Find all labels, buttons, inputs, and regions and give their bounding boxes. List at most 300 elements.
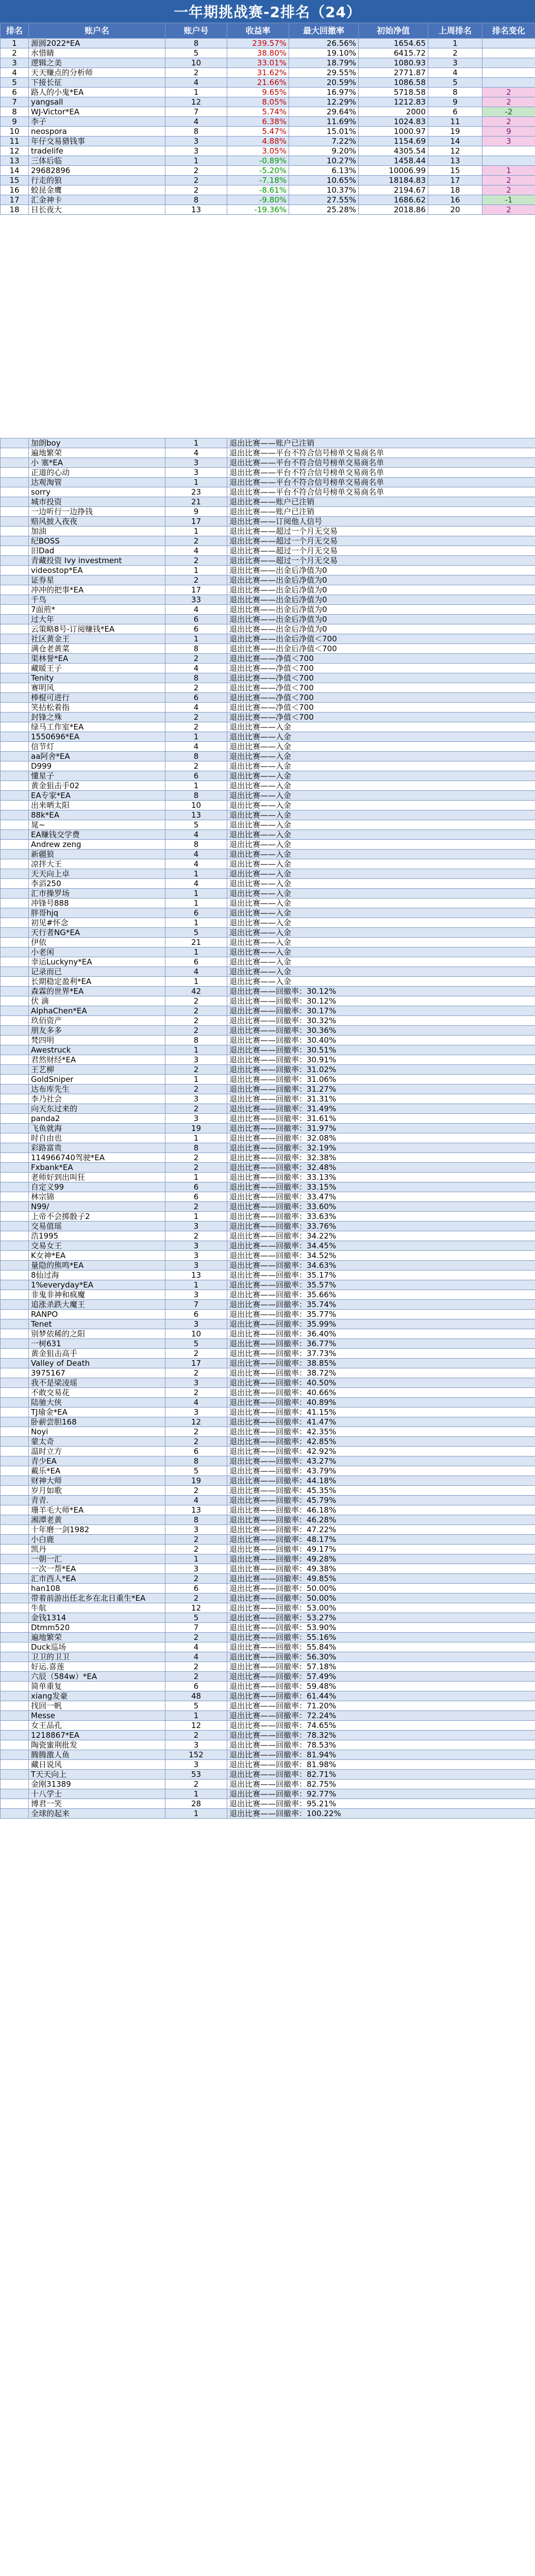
account-name-cell: 懂星子 (29, 771, 165, 781)
account-name-cell: 1218867*EA (29, 1731, 165, 1740)
exit-status-cell: 退出比赛——回撤率：61.44% (227, 1691, 535, 1701)
account-name-cell: 青青. (29, 1496, 165, 1505)
account-name-cell: 年仔交易猎钱事 (29, 137, 165, 146)
exit-status-cell: 退出比赛——回撤率：82.75% (227, 1780, 535, 1789)
drawdown-cell: 10.27% (289, 156, 359, 166)
account-name-cell: 青少EA (29, 1456, 165, 1466)
list-item (1, 1466, 535, 1476)
list-item (1, 732, 535, 742)
account-number-cell: 2 (165, 1662, 227, 1672)
list-item (1, 742, 535, 752)
account-number-cell: 2 (165, 1486, 227, 1496)
rank-cell (1, 947, 29, 957)
return-cell: -19.36% (227, 205, 289, 215)
rank-cell (1, 468, 29, 478)
exit-status-cell: 退出比赛——回撤率：37.73% (227, 1349, 535, 1359)
table-row (1, 185, 535, 195)
list-item (1, 1750, 535, 1760)
return-cell: 3.05% (227, 146, 289, 156)
account-name-cell: 非鬼非神和疯魔 (29, 1290, 165, 1300)
rank-cell: 1 (1, 39, 29, 48)
rank-cell (1, 487, 29, 497)
return-cell: 4.88% (227, 137, 289, 146)
list-item (1, 1300, 535, 1310)
account-number-cell: 12 (165, 1721, 227, 1731)
list-item (1, 448, 535, 458)
rank-cell (1, 850, 29, 859)
header-rank-change: 排名变化 (482, 23, 535, 39)
list-item (1, 487, 535, 497)
account-name-cell: Tenet (29, 1319, 165, 1329)
account-number-cell: 1 (165, 781, 227, 791)
account-number-cell: 3 (165, 1525, 227, 1535)
account-name-cell: 长期稳定盈利*EA (29, 977, 165, 987)
account-number-cell: 6 (165, 1310, 227, 1319)
account-name-cell: 逻辑之美 (29, 58, 165, 68)
list-item (1, 1437, 535, 1447)
account-number-cell: 2 (165, 1368, 227, 1378)
list-item (1, 713, 535, 722)
account-name-cell: 天天赚点的分析师 (29, 68, 165, 78)
list-item (1, 605, 535, 615)
rank-cell (1, 556, 29, 566)
table-row (1, 205, 535, 215)
table-row (1, 146, 535, 156)
account-name-cell: 金刚31389 (29, 1780, 165, 1789)
exit-status-cell: 退出比赛——出金后净值为0 (227, 595, 535, 605)
exit-status-cell: 退出比赛——出金后净值为0 (227, 566, 535, 575)
header-account-number: 账户号 (165, 23, 227, 39)
account-name-cell: 别梦依稀的之阳 (29, 1329, 165, 1339)
list-item (1, 1241, 535, 1251)
account-number-cell: 1 (165, 438, 227, 448)
exit-status-cell: 退出比赛——回撤率：31.49% (227, 1104, 535, 1114)
account-number-cell: 6 (165, 908, 227, 918)
account-number-cell: 4 (165, 546, 227, 556)
list-item (1, 468, 535, 478)
last-week-rank-cell: 5 (428, 78, 482, 88)
rank-change-cell (482, 58, 535, 68)
account-name-cell: 交易值瑶 (29, 1222, 165, 1231)
account-name-cell: 陆驰大侠 (29, 1398, 165, 1408)
exit-status-cell: 退出比赛——平台不符合信号榜单交易商名单 (227, 468, 535, 478)
list-item (1, 899, 535, 908)
rank-cell (1, 1662, 29, 1672)
account-number-cell: 2 (165, 575, 227, 585)
return-cell: -8.61% (227, 185, 289, 195)
account-name-cell: 遍地繁荣 (29, 1633, 165, 1642)
account-name-cell: 梵四明 (29, 1036, 165, 1045)
exit-status-cell: 退出比赛——回撤率：36.40% (227, 1329, 535, 1339)
rank-cell (1, 938, 29, 947)
rank-cell (1, 1535, 29, 1545)
account-name-cell: 藏暖王子 (29, 664, 165, 673)
list-item (1, 527, 535, 536)
rank-cell (1, 967, 29, 977)
drawdown-cell: 6.13% (289, 166, 359, 176)
account-number-cell: 12 (165, 1417, 227, 1427)
account-number-cell: 3 (165, 468, 227, 478)
account-name-cell: 记录而已 (29, 967, 165, 977)
exit-status-cell: 退出比赛——出金后净值为0 (227, 575, 535, 585)
list-item (1, 1055, 535, 1065)
account-number-cell: 42 (165, 987, 227, 996)
exit-status-cell: 退出比赛——回撤率：40.50% (227, 1378, 535, 1388)
rank-change-cell: 1 (482, 166, 535, 176)
rank-change-cell (482, 68, 535, 78)
rank-cell (1, 732, 29, 742)
account-number-cell: 13 (165, 1270, 227, 1280)
table-row (1, 117, 535, 127)
rank-cell (1, 1114, 29, 1124)
account-name-cell: 水惜睛 (29, 48, 165, 58)
account-name-cell: 我不是梁凌瑶 (29, 1378, 165, 1388)
rank-cell (1, 1006, 29, 1016)
account-number-cell: 10 (165, 58, 227, 68)
rank-cell: 10 (1, 127, 29, 137)
rank-cell (1, 899, 29, 908)
list-item (1, 810, 535, 820)
last-week-rank-cell: 3 (428, 58, 482, 68)
list-item (1, 595, 535, 605)
account-number-cell: 1 (165, 977, 227, 987)
exit-status-cell: 退出比赛——回撤率：30.36% (227, 1026, 535, 1036)
nav-cell: 6415.72 (359, 48, 428, 58)
list-item (1, 1594, 535, 1603)
rank-cell (1, 1613, 29, 1623)
rank-cell (1, 1398, 29, 1408)
nav-cell: 2018.86 (359, 205, 428, 215)
rank-cell (1, 1163, 29, 1173)
exit-status-cell: 退出比赛——回撤率：40.66% (227, 1388, 535, 1398)
rank-cell (1, 1349, 29, 1359)
nav-cell: 1686.62 (359, 195, 428, 205)
rank-cell (1, 1740, 29, 1750)
nav-cell: 5718.58 (359, 88, 428, 97)
account-name-cell: 浩1995 (29, 1231, 165, 1241)
account-number-cell: 6 (165, 1192, 227, 1202)
account-name-cell: T天天向上 (29, 1770, 165, 1780)
account-number-cell: 2 (165, 1780, 227, 1789)
account-name-cell: AlphaChen*EA (29, 1006, 165, 1016)
rank-cell (1, 1466, 29, 1476)
exit-status-cell: 退出比赛——订阅他人信号 (227, 517, 535, 527)
rank-cell (1, 1496, 29, 1505)
account-number-cell: 1 (165, 732, 227, 742)
list-item (1, 556, 535, 566)
account-name-cell: 森霖的世界*EA (29, 987, 165, 996)
list-item (1, 1349, 535, 1359)
list-item (1, 977, 535, 987)
exit-status-cell: 退出比赛——出金后净值＜700 (227, 634, 535, 644)
account-number-cell: 3 (165, 1241, 227, 1251)
list-item (1, 1417, 535, 1427)
exit-status-cell: 退出比赛——出金后净值为0 (227, 615, 535, 624)
exit-status-cell: 退出比赛——入金 (227, 781, 535, 791)
exit-status-cell: 退出比赛——入金 (227, 742, 535, 752)
account-name-cell: GoldSniper (29, 1075, 165, 1084)
table-row (1, 39, 535, 48)
list-item (1, 938, 535, 947)
exit-status-cell: 退出比赛——超过一个月无交易 (227, 556, 535, 566)
exit-status-cell: 退出比赛——回撤率：50.00% (227, 1584, 535, 1594)
account-name-cell: 博君一笑 (29, 1799, 165, 1809)
drawdown-cell: 10.37% (289, 185, 359, 195)
last-week-rank-cell: 6 (428, 107, 482, 117)
exit-status-cell: 退出比赛——超过一个月无交易 (227, 527, 535, 536)
list-item (1, 1398, 535, 1408)
return-cell: -0.89% (227, 156, 289, 166)
list-item (1, 1613, 535, 1623)
exit-status-cell: 退出比赛——回撤率：38.85% (227, 1359, 535, 1368)
exit-status-cell: 退出比赛——净值＜700 (227, 693, 535, 703)
account-name-cell: 源圆2022*EA (29, 39, 165, 48)
list-item (1, 615, 535, 624)
rank-cell: 6 (1, 88, 29, 97)
exit-status-cell: 退出比赛——回撤率：100.22% (227, 1809, 535, 1819)
account-number-cell: 152 (165, 1750, 227, 1760)
list-item (1, 1153, 535, 1163)
account-name-cell: 黄金狙击手02 (29, 781, 165, 791)
drawdown-cell: 7.22% (289, 137, 359, 146)
list-item (1, 987, 535, 996)
exit-status-cell: 退出比赛——回撤率：81.98% (227, 1760, 535, 1770)
account-name-cell: panda2 (29, 1114, 165, 1124)
list-item (1, 996, 535, 1006)
account-name-cell: 社区黄金王 (29, 634, 165, 644)
account-name-cell: 黄金狙击高手 (29, 1349, 165, 1359)
table-header-row (1, 23, 535, 39)
account-name-cell: 时自由也 (29, 1133, 165, 1143)
exit-status-cell: 退出比赛——入金 (227, 830, 535, 840)
account-name-cell: 晁~ (29, 820, 165, 830)
nav-cell: 10006.99 (359, 166, 428, 176)
account-number-cell: 7 (165, 1300, 227, 1310)
exit-status-cell: 退出比赛——回撤率：35.74% (227, 1300, 535, 1310)
rank-cell (1, 566, 29, 575)
rank-cell (1, 1760, 29, 1770)
exit-status-cell: 退出比赛——回撤率：55.16% (227, 1633, 535, 1642)
exit-status-cell: 退出比赛——回撤率：56.30% (227, 1652, 535, 1662)
rank-cell (1, 879, 29, 889)
rank-cell (1, 1642, 29, 1652)
rank-cell (1, 1241, 29, 1251)
rank-cell: 2 (1, 48, 29, 58)
exit-status-cell: 退出比赛——净值＜700 (227, 683, 535, 693)
return-cell: -7.18% (227, 176, 289, 185)
drawdown-cell: 9.20% (289, 146, 359, 156)
account-number-cell: 1 (165, 889, 227, 899)
list-item (1, 1329, 535, 1339)
return-cell: 8.05% (227, 97, 289, 107)
account-name-cell: 凉拌大王 (29, 859, 165, 869)
rank-cell (1, 1672, 29, 1682)
account-name-cell: 幸运Luckyny*EA (29, 957, 165, 967)
list-item (1, 1789, 535, 1799)
rank-cell: 5 (1, 78, 29, 88)
account-name-cell: 汇市西人*EA (29, 1574, 165, 1584)
rank-cell (1, 761, 29, 771)
drawdown-cell: 12.29% (289, 97, 359, 107)
account-number-cell: 10 (165, 1329, 227, 1339)
drawdown-cell: 15.01% (289, 127, 359, 137)
account-name-cell: 腾腾激人鱼 (29, 1750, 165, 1760)
list-item (1, 801, 535, 810)
exit-status-cell: 退出比赛——回撤率：31.06% (227, 1075, 535, 1084)
exit-status-cell: 退出比赛——回撤率：30.40% (227, 1036, 535, 1045)
account-name-cell: 带着前游出任北乡在北日重生*EA (29, 1594, 165, 1603)
account-name-cell: 小 塞*EA (29, 458, 165, 468)
exit-status-cell: 退出比赛——入金 (227, 820, 535, 830)
exit-status-cell: 退出比赛——回撤率：46.28% (227, 1515, 535, 1525)
return-cell: 6.38% (227, 117, 289, 127)
exit-status-cell: 退出比赛——回撤率：35.57% (227, 1280, 535, 1290)
rank-cell (1, 1300, 29, 1310)
nav-cell: 1154.69 (359, 137, 428, 146)
rank-cell (1, 810, 29, 820)
rank-cell (1, 1153, 29, 1163)
account-number-cell: 2 (165, 1026, 227, 1036)
account-name-cell: Tenity (29, 673, 165, 683)
rank-cell (1, 1026, 29, 1036)
list-item (1, 1133, 535, 1143)
rank-cell (1, 1055, 29, 1065)
exit-status-cell: 退出比赛——回撤率：30.51% (227, 1045, 535, 1055)
exit-status-cell: 退出比赛——入金 (227, 801, 535, 810)
rank-cell (1, 1075, 29, 1084)
return-cell: 33.01% (227, 58, 289, 68)
rank-cell: 14 (1, 166, 29, 176)
account-number-cell: 4 (165, 1496, 227, 1505)
exit-status-cell: 退出比赛——入金 (227, 859, 535, 869)
account-number-cell: 2 (165, 1594, 227, 1603)
exit-status-cell: 退出比赛——入金 (227, 850, 535, 859)
account-number-cell: 8 (165, 1515, 227, 1525)
exit-status-cell: 退出比赛——平台不符合信号榜单交易商名单 (227, 487, 535, 497)
account-name-cell: aa阿舍*EA (29, 752, 165, 761)
account-number-cell: 2 (165, 761, 227, 771)
list-item (1, 957, 535, 967)
account-name-cell: 汇金神卡 (29, 195, 165, 205)
header-max-drawdown: 最大回撤率 (289, 23, 359, 39)
exit-status-cell: 退出比赛——回撤率：42.85% (227, 1437, 535, 1447)
rank-cell (1, 781, 29, 791)
account-number-cell: 23 (165, 487, 227, 497)
exit-status-cell: 退出比赛——回撤率：32.19% (227, 1143, 535, 1153)
list-item (1, 546, 535, 556)
nav-cell: 18184.83 (359, 176, 428, 185)
account-name-cell: 飞鱼就海 (29, 1124, 165, 1133)
rank-change-cell: 2 (482, 205, 535, 215)
exit-status-cell: 退出比赛——回撤率：78.53% (227, 1740, 535, 1750)
list-item (1, 781, 535, 791)
exit-status-cell: 退出比赛——净值＜700 (227, 713, 535, 722)
account-name-cell: 凯丹 (29, 1545, 165, 1554)
account-name-cell: 汇市操罗场 (29, 889, 165, 899)
rank-cell (1, 1378, 29, 1388)
account-name-cell: Messe (29, 1711, 165, 1721)
list-item (1, 1525, 535, 1535)
account-number-cell: 4 (165, 879, 227, 889)
account-number-cell: 19 (165, 1124, 227, 1133)
list-item (1, 1711, 535, 1721)
account-number-cell: 1 (165, 566, 227, 575)
list-item (1, 703, 535, 713)
drawdown-cell: 25.28% (289, 205, 359, 215)
exit-status-cell: 退出比赛——回撤率：31.27% (227, 1084, 535, 1094)
last-week-rank-cell: 4 (428, 68, 482, 78)
last-week-rank-cell: 20 (428, 205, 482, 215)
exit-status-cell: 退出比赛——入金 (227, 967, 535, 977)
account-number-cell: 4 (165, 1398, 227, 1408)
list-item (1, 820, 535, 830)
account-name-cell: 遍地繁荣 (29, 448, 165, 458)
rank-cell: 16 (1, 185, 29, 195)
account-number-cell: 8 (165, 39, 227, 48)
rank-cell (1, 1222, 29, 1231)
rank-cell (1, 1623, 29, 1633)
rank-cell (1, 801, 29, 810)
list-item (1, 869, 535, 879)
account-name-cell: 伏 滴 (29, 996, 165, 1006)
list-item (1, 1760, 535, 1770)
account-name-cell: 下接长征 (29, 78, 165, 88)
rank-change-cell: 3 (482, 137, 535, 146)
rank-cell (1, 1368, 29, 1378)
account-number-cell: 17 (165, 517, 227, 527)
account-number-cell: 3 (165, 1319, 227, 1329)
rank-cell (1, 654, 29, 664)
account-number-cell: 1 (165, 1045, 227, 1055)
account-name-cell: 1550696*EA (29, 732, 165, 742)
list-item (1, 1721, 535, 1731)
exit-status-cell: 退出比赛——回撤率：59.48% (227, 1682, 535, 1691)
rank-change-cell: 2 (482, 117, 535, 127)
exit-status-cell: 退出比赛——回撤率：45.79% (227, 1496, 535, 1505)
account-number-cell: 4 (165, 117, 227, 127)
list-item (1, 1045, 535, 1055)
account-number-cell: 2 (165, 1006, 227, 1016)
account-name-cell: 加朗boy (29, 438, 165, 448)
account-name-cell: TJ瑜金*EA (29, 1408, 165, 1417)
rank-cell (1, 791, 29, 801)
list-item (1, 1554, 535, 1564)
rank-cell (1, 1789, 29, 1799)
exit-status-cell: 退出比赛——净值＜700 (227, 673, 535, 683)
account-name-cell: 全球的起来 (29, 1809, 165, 1819)
account-name-cell: Dtmm520 (29, 1623, 165, 1633)
exit-status-cell: 退出比赛——入金 (227, 918, 535, 928)
rank-cell (1, 1124, 29, 1133)
rank-cell (1, 438, 29, 448)
nav-cell: 1086.58 (359, 78, 428, 88)
exit-status-cell: 退出比赛——入金 (227, 947, 535, 957)
account-number-cell: 6 (165, 615, 227, 624)
rank-change-cell (482, 48, 535, 58)
account-number-cell: 1 (165, 156, 227, 166)
exit-status-cell: 退出比赛——回撤率：72.24% (227, 1711, 535, 1721)
exit-status-cell: 退出比赛——入金 (227, 810, 535, 820)
account-name-cell: 天行者NG*EA (29, 928, 165, 938)
account-name-cell: sorry (29, 487, 165, 497)
account-name-cell: 29682896 (29, 166, 165, 176)
last-week-rank-cell: 13 (428, 156, 482, 166)
rank-cell (1, 1310, 29, 1319)
rank-cell (1, 1417, 29, 1427)
account-number-cell: 12 (165, 1603, 227, 1613)
list-item (1, 840, 535, 850)
rank-cell (1, 703, 29, 713)
